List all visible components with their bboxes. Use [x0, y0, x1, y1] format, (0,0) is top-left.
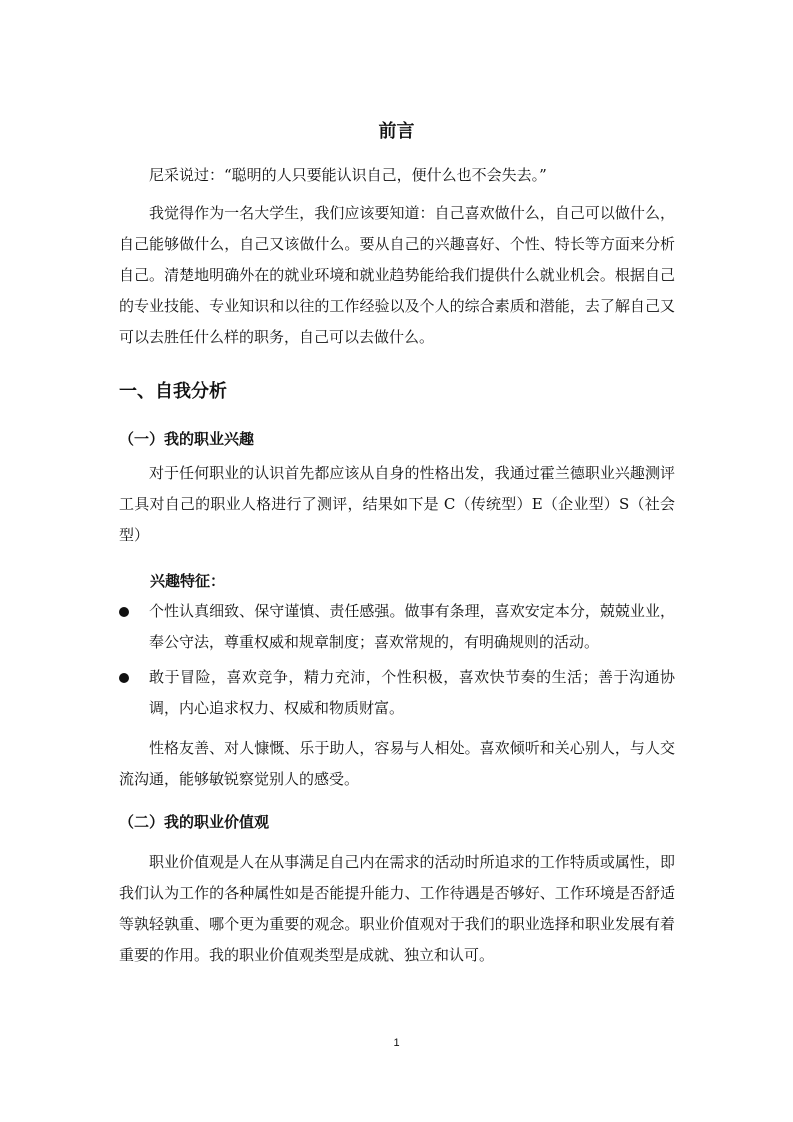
- page-number: 1: [393, 1037, 400, 1049]
- list-item: [119, 662, 675, 724]
- subsection-heading-interest: （一）我的职业兴趣: [119, 430, 255, 448]
- bullet-icon: [119, 673, 129, 683]
- bullet-icon: [119, 607, 129, 617]
- interest-closing: 性格友善、对人慷慨、乐于助人，容易与人相处。喜欢倾听和关心别人，与人交流沟通，能够敏锐察觉别人的感受。: [119, 739, 675, 788]
- list-item-text: 个性认真细致、保守谨慎、责任感强。做事有条理，喜欢安定本分，兢兢业业，奉公守法，尊重权威和规章制度；喜欢常规的，有明确规则的活动。: [149, 602, 675, 651]
- list-item: [119, 596, 675, 658]
- section-heading-self-analysis: 一、自我分析: [119, 381, 227, 402]
- list-item-text: 敢于冒险，喜欢竞争，精力充沛，个性积极，喜欢快节奏的生活；善于沟通协调，内心追求权力、权威和物质财富。: [149, 668, 675, 717]
- interest-body: 对于任何职业的认识首先都应该从自身的性格出发，我通过霍兰德职业兴趣测评工具对自己的职业人格进行了测评，结果如下是 C（传统型）E（企业型）S（社会型）: [119, 464, 675, 544]
- values-body: 职业价值观是人在从事满足自己内在需求的活动时所追求的工作特质或属性，即我们认为工作的各种属性如是否能提升能力、工作待遇是否够好、工作环境是否舒适等孰轻孰重、哪个更为重要的观念。职业价值观对于我们的职业选择和职业发展有着重要的作用。我的职业价值观类型是成就、独立和认可。: [119, 853, 675, 964]
- intro-body: 我觉得作为一名大学生，我们应该要知道：自己喜欢做什么，自己可以做什么，自己能够做什么，自己又该做什么。要从自己的兴趣喜好、个性、特长等方面来分析自己。清楚地明确外在的就业环境和就业趋势能给我们提供什么就业机会。根据自己的专业技能、专业知识和以往的工作经验以及个人的综合素质和潜能，去了解自己又可以去胜任什么样的职务，自己可以去做什么。: [119, 204, 675, 346]
- subsection-heading-values: （二）我的职业价值观: [119, 813, 270, 831]
- intro-quote: 尼采说过：“聪明的人只要能认识自己，便什么也不会失去。”: [149, 166, 547, 184]
- page-title: 前言: [378, 121, 415, 142]
- traits-label: 兴趣特征：: [150, 572, 226, 590]
